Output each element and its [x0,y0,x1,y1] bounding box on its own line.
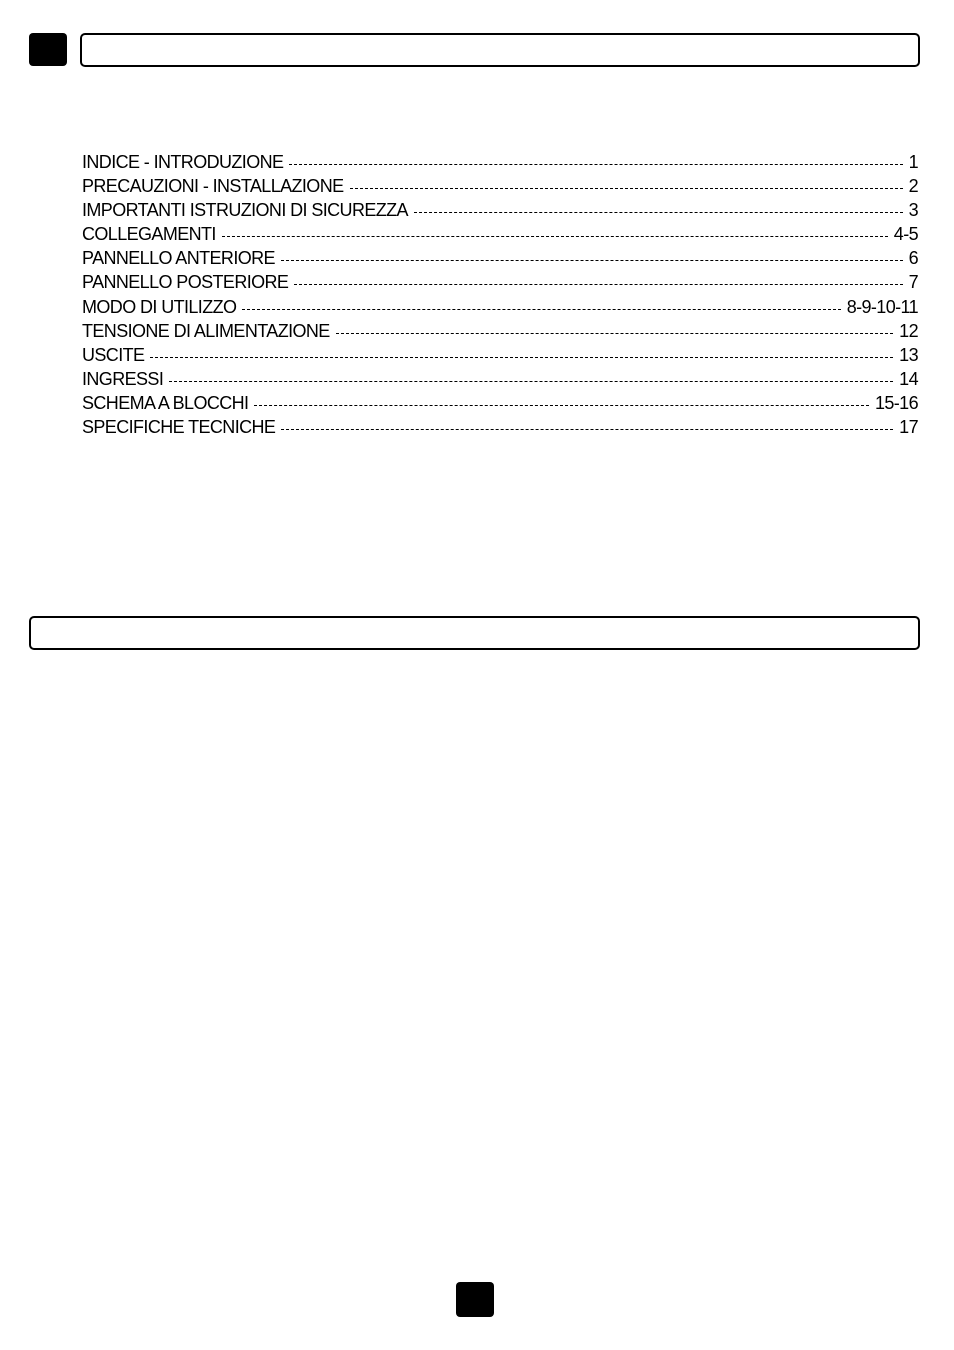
toc-entry-title: IMPORTANTI ISTRUZIONI DI SICUREZZA [82,200,408,221]
toc-entry[interactable] [82,198,918,222]
toc-entry-title: SCHEMA A BLOCCHI [82,392,249,413]
toc-leader [414,211,903,213]
toc-entry-page: 17 [899,417,918,438]
toc-entry[interactable] [82,270,918,294]
page-number-badge [456,1282,494,1317]
toc-leader [281,428,893,430]
toc-leader [350,187,903,189]
toc-leader [169,380,893,382]
toc-entry-title: USCITE [82,344,145,365]
toc-entry[interactable] [82,174,918,198]
toc-entry[interactable] [82,343,918,367]
toc-entry-title: INGRESSI [82,368,164,389]
toc-entry[interactable] [82,295,918,319]
toc-entry[interactable] [82,415,918,439]
toc-leader [289,163,902,165]
toc-entry-page: 1 [908,152,918,172]
toc-entry-title: SPECIFICHE TECNICHE [82,417,276,438]
toc-entry-page: 13 [899,344,918,365]
toc-entry[interactable] [82,319,918,343]
toc-entry[interactable] [82,246,918,270]
toc-entry-title: PRECAUZIONI - INSTALLAZIONE [82,176,344,197]
toc-entry[interactable] [82,367,918,391]
toc-entry-page: 6 [908,248,918,269]
toc-entry[interactable] [82,391,918,415]
toc-entry-page: 12 [899,320,918,341]
toc-entry-page: 15-16 [874,392,918,413]
toc-leader [294,283,902,285]
toc-entry-title: MODO DI UTILIZZO [82,296,237,317]
toc-entry-page: 2 [908,176,918,197]
toc-entry-title: PANNELLO ANTERIORE [82,248,275,269]
toc-entry-page: 3 [908,200,918,221]
toc-entry[interactable] [82,150,918,174]
toc-entry-page: 14 [899,368,918,389]
toc-entry-title: INDICE - INTRODUZIONE [82,152,284,172]
toc-entry[interactable] [82,222,918,246]
toc-entry-page: 4-5 [893,224,918,245]
table-of-contents [82,150,918,439]
toc-leader [336,332,893,334]
toc-entry-title: TENSIONE DI ALIMENTAZIONE [82,320,330,341]
toc-leader [150,356,893,358]
header-bar [80,33,920,67]
toc-entry-title: PANNELLO POSTERIORE [82,272,289,293]
language-badge [29,33,67,66]
section-header-bar [29,616,920,650]
toc-entry-title: COLLEGAMENTI [82,224,216,245]
toc-entry-page: 8-9-10-11 [846,296,918,317]
toc-leader [281,259,903,261]
toc-leader [254,404,868,406]
toc-leader [242,308,840,310]
toc-leader [222,235,888,237]
toc-entry-page: 7 [908,272,918,293]
